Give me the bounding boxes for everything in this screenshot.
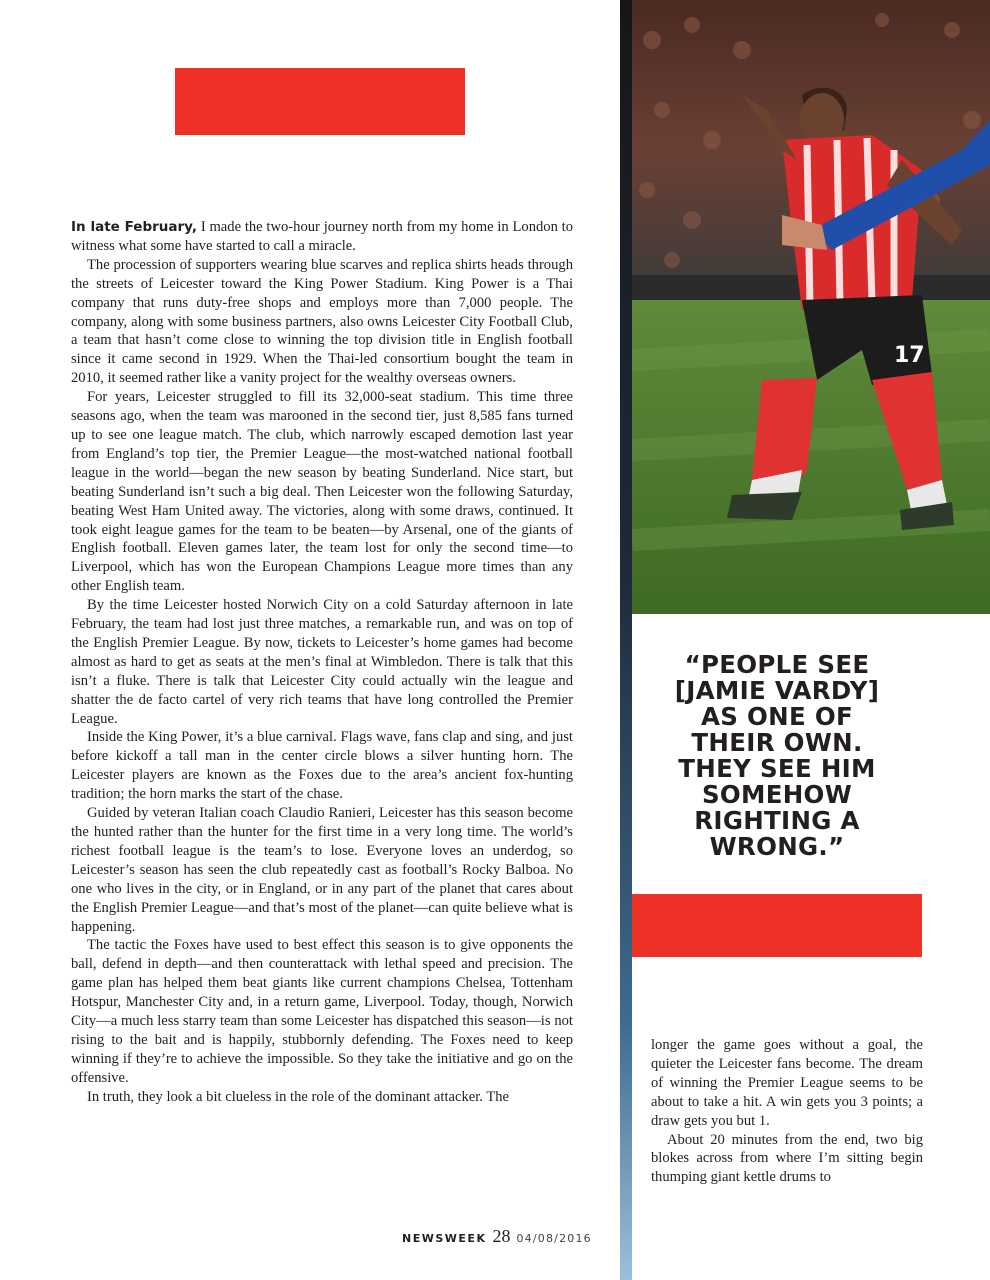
article-paragraph: Inside the King Power, it’s a blue carnival. Flags wave, fans clap and sing, and just before kickoff a tall man in the center circle blows a silver hunting horn. The Leicester players are known as the Foxes due to the area’s ancient fox-hunting tradition; the horn marks the start of the chase. bbox=[71, 729, 573, 803]
pull-quote-line: AS ONE OF bbox=[701, 702, 853, 731]
article-paragraph: The procession of supporters wearing blue scarves and replica shirts heads through the streets of Leicester toward the King Power Stadium. King Power is a Thai company that runs duty-free shops and employs more than 7,000 people. The company, along with some business partners, also owns Leicester City Football Club, a team that hasn’t come close to winning the top division title in English football since it came second in 1929. When the Thai-led consortium bought the team in 2010, it seemed rather like a vanity project for the wealthy overseas owners. bbox=[71, 256, 573, 387]
article-side-column bbox=[651, 1036, 923, 1187]
article-paragraph: Guided by veteran Italian coach Claudio Ranieri, Leicester has this season become the hunted rather than the hunter for the first time in a very long time. The world’s richest football league is the team’s to lose. Everyone loves an underdog, so Leicester’s season has seen the club repeatedly cast as football’s Rocky Balboa. No one who lives in the city, or in England, or in any part of the planet that cares about the English Premier League—and that’s most of the planet—can quite believe what is happening. bbox=[71, 805, 573, 935]
red-accent-bar-right bbox=[632, 894, 922, 957]
page-number: 28 bbox=[492, 1226, 511, 1246]
page-footer bbox=[402, 1226, 592, 1247]
article-paragraph: The tactic the Foxes have used to best effect this season is to give opponents the ball, defend in depth—and then counterattack with lethal speed and precision. The game plan has helped them beat giants like current champions Chelsea, Tottenham Hotspur, Manchester City and, in a return game, Liverpool. Today, though, Norwich City—a much less starry team than some Leicester has dispatched this season—is not rising to the bait and is happily, stubbornly defending. The Foxes need to keep winning if they’re to achieve the impossible. So they take the initiative and go on the offensive. bbox=[71, 937, 573, 1086]
pull-quote-line: WRONG.” bbox=[709, 832, 845, 861]
article-main-column bbox=[71, 218, 573, 1107]
issue-date: 04/08/2016 bbox=[516, 1232, 592, 1245]
pull-quote-line: “PEOPLE SEE bbox=[684, 650, 870, 679]
pull-quote bbox=[632, 652, 922, 860]
article-paragraph: longer the game goes without a goal, the quieter the Leicester fans become. The dream of winning the Premier League seems to be about to take a hit. A win gets you 3 points; a draw gets you but 1. bbox=[651, 1037, 923, 1129]
magazine-brand: NEWSWEEK bbox=[402, 1232, 487, 1245]
lead-in: In late February, bbox=[71, 219, 198, 235]
pull-quote-line: THEY SEE HIM bbox=[678, 754, 876, 783]
pull-quote-line: THEIR OWN. bbox=[691, 728, 863, 757]
article-paragraph: For years, Leicester struggled to fill its 32,000-seat stadium. This time three seasons ago, when the team was marooned in the second tier, just 8,585 fans turned up to see one league match. The club, which narrowly escaped demotion last year from England’s top tier, the Premier League—the most-watched national football league in the world—began the new season by beating Sunderland. Nice start, but beating Sunderland isn’t such a big deal. Then Leicester won the following Saturday, beating West Ham United away. The victories, along with some draws, continued. It took eight league games for the team to be beaten—by Arsenal, one of the giants of English football. Eleven games later, the team lost for only the second time—to Liverpool, which has won the European Champions League more times than any other English team. bbox=[71, 389, 573, 595]
article-paragraph: In late February, I made the two-hour journey north from my home in London to witness what some have started to call a miracle. bbox=[71, 219, 574, 254]
pull-quote-line: RIGHTING A bbox=[694, 806, 860, 835]
article-paragraph: In truth, they look a bit clueless in the role of the dominant attacker. The bbox=[87, 1088, 510, 1105]
football-player-photo bbox=[632, 0, 990, 614]
photo-gutter-strip bbox=[620, 0, 632, 1280]
red-accent-bar-top bbox=[175, 68, 465, 135]
pull-quote-line: [JAMIE VARDY] bbox=[674, 676, 880, 705]
article-paragraph: About 20 minutes from the end, two big blokes across from where I’m sitting begin thumping giant kettle drums to bbox=[651, 1131, 923, 1186]
photo-illustration bbox=[632, 0, 990, 614]
pull-quote-line: SOMEHOW bbox=[701, 780, 853, 809]
shirt-number: 17 bbox=[894, 343, 925, 368]
article-paragraph: By the time Leicester hosted Norwich City on a cold Saturday afternoon in late February, the team had lost just three matches, a remarkable run, and was on top of the English Premier League. By now, tickets to Leicester’s home games had become almost as hard to get as seats at the men’s final at Wimbledon. There is talk that this isn’t a fluke. There is talk that Leicester City could actually win the league and shatter the de facto cartel of very rich teams that have long controlled the Premier League. bbox=[71, 597, 573, 727]
